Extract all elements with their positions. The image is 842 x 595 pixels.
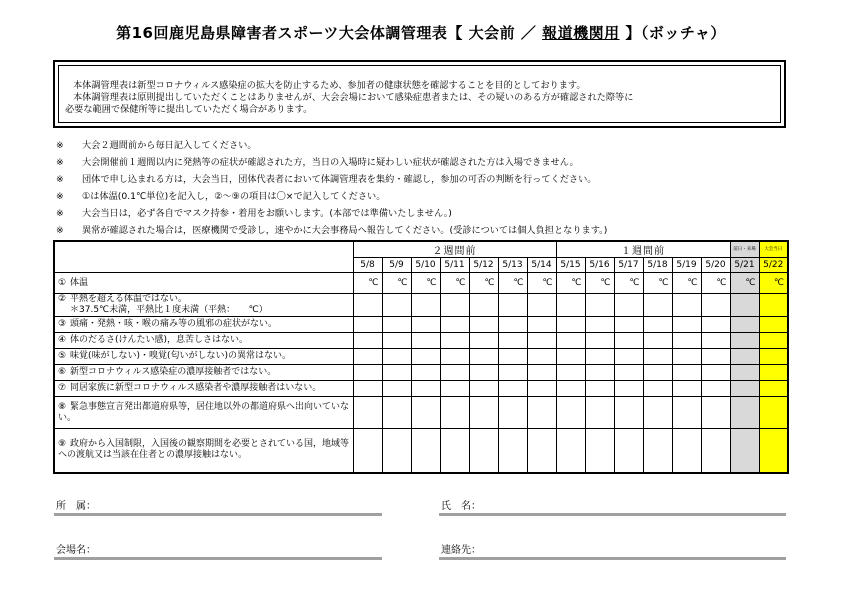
entry-cell[interactable] — [353, 294, 382, 317]
entry-cell[interactable] — [759, 397, 788, 429]
entry-cell[interactable] — [440, 333, 469, 349]
entry-cell[interactable] — [527, 429, 556, 473]
notes-list — [56, 137, 796, 239]
entry-cell[interactable] — [730, 429, 759, 473]
entry-cell[interactable] — [585, 381, 614, 397]
entry-cell[interactable] — [382, 397, 411, 429]
entry-cell[interactable] — [498, 381, 527, 397]
entry-cell[interactable] — [411, 317, 440, 333]
item-text: 政府から入国制限，入国後の観察期間を必要とされている国，地域等への渡航又は当該在住者との濃厚接触はない。 — [58, 439, 350, 461]
entry-cell[interactable] — [672, 294, 701, 317]
entry-cell[interactable] — [527, 333, 556, 349]
table-row — [54, 397, 788, 429]
entry-cell[interactable] — [701, 397, 730, 429]
table-row — [54, 349, 788, 365]
item-label-cell — [54, 381, 353, 397]
date-cell: 5/8 — [353, 258, 382, 273]
entry-cell[interactable]: ℃ — [469, 273, 498, 294]
entry-cell[interactable] — [556, 333, 585, 349]
date-cell: 5/21 — [730, 258, 759, 273]
entry-cell[interactable] — [353, 381, 382, 397]
entry-cell[interactable] — [730, 397, 759, 429]
entry-cell[interactable] — [440, 365, 469, 381]
group-one-week: １週間前 — [556, 241, 730, 258]
entry-cell[interactable] — [614, 365, 643, 381]
item-number: ③ — [58, 319, 67, 329]
entry-cell[interactable] — [672, 397, 701, 429]
entry-cell[interactable] — [527, 317, 556, 333]
entry-cell[interactable]: ℃ — [556, 273, 585, 294]
entry-cell[interactable] — [759, 365, 788, 381]
date-cell: 5/20 — [701, 258, 730, 273]
entry-cell[interactable] — [643, 429, 672, 473]
health-check-table — [53, 240, 789, 474]
note-item: ※ 団体で申し込まれる方は，大会当日，団体代表者において体調管理表を集約・確認し，参加の可否の判断を行ってください。 — [56, 174, 597, 185]
entry-cell[interactable] — [672, 349, 701, 365]
entry-cell[interactable]: ℃ — [353, 273, 382, 294]
entry-cell[interactable] — [440, 381, 469, 397]
entry-cell[interactable] — [672, 365, 701, 381]
date-cell: 5/10 — [411, 258, 440, 273]
table-group-header-row — [54, 241, 788, 258]
entry-cell[interactable] — [498, 333, 527, 349]
entry-cell[interactable] — [411, 349, 440, 365]
item-text: 頭痛・発熱・咳・喉の痛み等の風邪の症状がない。 — [70, 319, 278, 329]
item-text: 平熱を超える体温ではない。 — [70, 294, 188, 304]
entry-cell[interactable] — [614, 397, 643, 429]
entry-cell[interactable] — [411, 429, 440, 473]
item-number: ⑧ — [58, 401, 67, 412]
entry-cell[interactable] — [730, 333, 759, 349]
entry-cell[interactable] — [730, 381, 759, 397]
entry-cell[interactable] — [440, 397, 469, 429]
entry-cell[interactable] — [353, 333, 382, 349]
item-label-cell — [54, 429, 353, 473]
affiliation-field[interactable] — [56, 497, 96, 512]
entry-cell[interactable] — [556, 294, 585, 317]
date-cell: 5/12 — [469, 258, 498, 273]
item-text: 体温 — [70, 277, 89, 288]
entry-cell[interactable] — [643, 317, 672, 333]
entry-cell[interactable] — [585, 317, 614, 333]
item-number: ⑥ — [58, 367, 67, 377]
venue-label: 会場名： — [56, 545, 96, 556]
entry-cell[interactable] — [498, 349, 527, 365]
entry-cell[interactable] — [469, 333, 498, 349]
entry-cell[interactable] — [498, 317, 527, 333]
entry-cell[interactable] — [585, 294, 614, 317]
entry-cell[interactable] — [556, 381, 585, 397]
table-row — [54, 365, 788, 381]
entry-cell[interactable]: ℃ — [701, 273, 730, 294]
entry-cell[interactable] — [469, 365, 498, 381]
contact-field[interactable] — [441, 541, 481, 556]
item-number: ② — [58, 294, 67, 304]
entry-cell[interactable] — [643, 381, 672, 397]
entry-cell[interactable] — [585, 429, 614, 473]
table-row — [54, 429, 788, 473]
item-text: 体のだるさ(けんたい感)，息苦しさはない。 — [70, 335, 249, 345]
entry-cell[interactable] — [353, 349, 382, 365]
entry-cell[interactable] — [382, 333, 411, 349]
entry-cell[interactable]: ℃ — [440, 273, 469, 294]
item-number: ① — [58, 277, 67, 288]
item-label-cell — [54, 273, 353, 294]
entry-cell[interactable] — [614, 429, 643, 473]
entry-cell[interactable] — [614, 333, 643, 349]
entry-cell[interactable] — [498, 365, 527, 381]
entry-cell[interactable] — [353, 317, 382, 333]
entry-cell[interactable] — [556, 397, 585, 429]
entry-cell[interactable] — [353, 429, 382, 473]
table-row — [54, 294, 788, 317]
entry-cell[interactable] — [585, 397, 614, 429]
item-number: ④ — [58, 335, 67, 345]
name-label: 氏 名： — [441, 501, 481, 512]
entry-cell[interactable]: ℃ — [527, 273, 556, 294]
item-subtext: ＊37.5℃未満，平熱比１度未満（平熱： ℃） — [70, 305, 268, 315]
note-item: ※ 大会２週間前から毎日記入してください。 — [56, 140, 257, 151]
entry-cell[interactable] — [759, 294, 788, 317]
title-underlined-label: 報道機関用 — [542, 24, 620, 42]
table-row — [54, 273, 788, 294]
entry-cell[interactable] — [701, 349, 730, 365]
entry-cell[interactable] — [498, 397, 527, 429]
entry-cell[interactable] — [730, 349, 759, 365]
entry-cell[interactable]: ℃ — [672, 273, 701, 294]
entry-cell[interactable] — [672, 429, 701, 473]
entry-cell[interactable]: ℃ — [643, 273, 672, 294]
note-item: ※ 大会当日は，必ず各自でマスク持参・着用をお願いします。(本部では準備いたしません。) — [56, 208, 452, 219]
group-eve: 前日・来場 — [730, 241, 759, 258]
entry-cell[interactable] — [614, 317, 643, 333]
entry-cell[interactable] — [382, 429, 411, 473]
entry-cell[interactable] — [440, 349, 469, 365]
entry-cell[interactable] — [759, 429, 788, 473]
entry-cell[interactable] — [701, 381, 730, 397]
entry-cell[interactable] — [440, 317, 469, 333]
entry-cell[interactable] — [556, 317, 585, 333]
entry-cell[interactable] — [759, 317, 788, 333]
entry-cell[interactable]: ℃ — [411, 273, 440, 294]
entry-cell[interactable] — [382, 365, 411, 381]
table-row — [54, 333, 788, 349]
entry-cell[interactable] — [759, 349, 788, 365]
intro-line-1: 本体調管理表は新型コロナウィルス感染症の拡大を防止するため、参加者の健康状態を確認することを目的としております。 — [73, 80, 586, 91]
contact-line — [439, 557, 786, 560]
entry-cell[interactable]: ℃ — [759, 273, 788, 294]
entry-cell[interactable] — [498, 429, 527, 473]
date-cell: 5/16 — [585, 258, 614, 273]
date-cell: 5/11 — [440, 258, 469, 273]
entry-cell[interactable] — [701, 365, 730, 381]
entry-cell[interactable]: ℃ — [382, 273, 411, 294]
date-cell: 5/17 — [614, 258, 643, 273]
contact-label: 連絡先： — [441, 545, 481, 556]
entry-cell[interactable] — [701, 429, 730, 473]
entry-cell[interactable] — [440, 294, 469, 317]
entry-cell[interactable] — [643, 397, 672, 429]
date-cell: 5/9 — [382, 258, 411, 273]
venue-field[interactable] — [56, 541, 96, 556]
entry-cell[interactable] — [730, 294, 759, 317]
entry-cell[interactable] — [759, 381, 788, 397]
entry-cell[interactable] — [527, 349, 556, 365]
item-label-cell — [54, 349, 353, 365]
intro-line-2: 本体調管理表は原則提出していただくことはありませんが、大会会場において感染症患者または、その疑いのある方が確認された際等に — [73, 92, 634, 103]
entry-cell[interactable] — [498, 294, 527, 317]
entry-cell[interactable] — [382, 349, 411, 365]
entry-cell[interactable] — [411, 294, 440, 317]
entry-cell[interactable] — [469, 429, 498, 473]
item-number: ⑦ — [58, 383, 67, 393]
entry-cell[interactable] — [469, 294, 498, 317]
entry-cell[interactable]: ℃ — [585, 273, 614, 294]
table-row — [54, 317, 788, 333]
entry-cell[interactable] — [701, 317, 730, 333]
entry-cell[interactable] — [382, 294, 411, 317]
entry-cell[interactable] — [643, 365, 672, 381]
entry-cell[interactable] — [585, 333, 614, 349]
item-text: 新型コロナウィルス感染症の濃厚接触者ではない。 — [70, 367, 277, 377]
note-item: ※ ①は体温(0.1℃単位)を記入し，②～⑨の項目は〇×で記入してください。 — [56, 191, 386, 202]
note-item: ※ 大会開催前１週間以内に発熱等の症状が確認された方，当日の入場時に疑わしい症状が確認された方は入場できません。 — [56, 157, 579, 168]
date-cell: 5/15 — [556, 258, 585, 273]
item-text: 緊急事態宣言発出都道府県等，居住地以外の都道府県へ出向いていない。 — [58, 401, 350, 423]
entry-cell[interactable] — [701, 294, 730, 317]
entry-cell[interactable] — [730, 365, 759, 381]
intro-box — [53, 60, 786, 128]
table-row — [54, 381, 788, 397]
item-number: ⑨ — [58, 439, 67, 450]
entry-cell[interactable] — [643, 294, 672, 317]
entry-cell[interactable] — [614, 349, 643, 365]
date-cell: 5/19 — [672, 258, 701, 273]
entry-cell[interactable] — [411, 365, 440, 381]
entry-cell[interactable] — [440, 429, 469, 473]
entry-cell[interactable] — [382, 381, 411, 397]
entry-cell[interactable] — [643, 333, 672, 349]
affiliation-line — [54, 513, 382, 516]
entry-cell[interactable] — [353, 397, 382, 429]
name-line — [439, 513, 786, 516]
entry-cell[interactable] — [469, 349, 498, 365]
entry-cell[interactable] — [585, 349, 614, 365]
item-text: 味覚(味がしない)・嗅覚(匂いがしない)の異常はない。 — [70, 351, 292, 361]
entry-cell[interactable] — [759, 333, 788, 349]
date-cell: 5/13 — [498, 258, 527, 273]
page-title: 第16回鹿児島県障害者スポーツ大会体調管理表【 大会前 ／ 報道機関用 】（ボッチャ） — [116, 24, 726, 42]
entry-cell[interactable] — [469, 397, 498, 429]
entry-cell[interactable] — [643, 349, 672, 365]
entry-cell[interactable]: ℃ — [614, 273, 643, 294]
intro-line-3: 必要な範囲で保健所等に提出していただく場合があります。 — [65, 104, 313, 115]
date-cell: 5/14 — [527, 258, 556, 273]
item-label-cell — [54, 317, 353, 333]
entry-cell[interactable] — [672, 317, 701, 333]
entry-cell[interactable] — [556, 365, 585, 381]
entry-cell[interactable]: ℃ — [730, 273, 759, 294]
entry-cell[interactable] — [527, 365, 556, 381]
entry-cell[interactable] — [382, 317, 411, 333]
entry-cell[interactable] — [527, 397, 556, 429]
note-item: ※ 異常が確認された場合は，医療機関で受診し，速やかに大会事務局へ報告してください。(受診については個人負担となります。) — [56, 225, 608, 236]
group-day: 大会当日 — [759, 241, 788, 258]
item-label-cell — [54, 333, 353, 349]
entry-cell[interactable] — [411, 397, 440, 429]
entry-cell[interactable] — [556, 429, 585, 473]
item-text: 同居家族に新型コロナウィルス感染者や濃厚接触者はいない。 — [70, 383, 322, 393]
entry-cell[interactable] — [672, 333, 701, 349]
entry-cell[interactable] — [730, 317, 759, 333]
group-two-weeks: ２週間前 — [353, 241, 556, 258]
item-number: ⑤ — [58, 351, 67, 361]
name-field[interactable] — [441, 497, 481, 512]
date-cell: 5/22 — [759, 258, 788, 273]
entry-cell[interactable] — [701, 333, 730, 349]
entry-cell[interactable] — [353, 365, 382, 381]
entry-cell[interactable] — [556, 349, 585, 365]
entry-cell[interactable]: ℃ — [498, 273, 527, 294]
entry-cell[interactable] — [585, 365, 614, 381]
entry-cell[interactable] — [614, 294, 643, 317]
venue-line — [54, 557, 382, 560]
entry-cell[interactable] — [411, 333, 440, 349]
item-label-cell — [54, 294, 353, 317]
entry-cell[interactable] — [527, 294, 556, 317]
item-label-cell — [54, 397, 353, 429]
entry-cell[interactable] — [527, 381, 556, 397]
item-header-cell — [54, 241, 353, 273]
entry-cell[interactable] — [614, 381, 643, 397]
date-cell: 5/18 — [643, 258, 672, 273]
entry-cell[interactable] — [411, 381, 440, 397]
entry-cell[interactable] — [469, 381, 498, 397]
entry-cell[interactable] — [672, 381, 701, 397]
item-label-cell — [54, 365, 353, 381]
entry-cell[interactable] — [469, 317, 498, 333]
affiliation-label: 所 属： — [56, 501, 96, 512]
